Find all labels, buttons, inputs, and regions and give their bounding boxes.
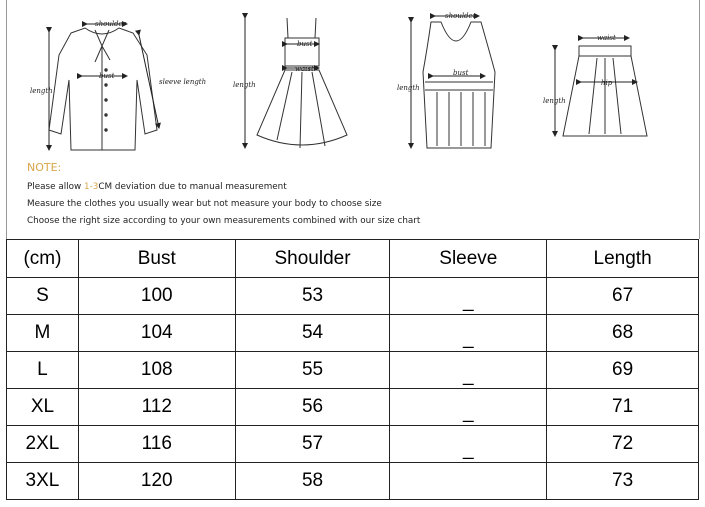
vest-bust-label: bust [453, 69, 469, 77]
dress-diagram [245, 18, 347, 148]
note-deviation-range: 1-3 [84, 182, 99, 192]
length-cell: 67 [547, 278, 699, 315]
length-cell: 69 [547, 352, 699, 389]
table-row [7, 389, 699, 426]
size-cell: S [7, 278, 79, 315]
bust-cell: 112 [78, 389, 235, 426]
length-cell: 68 [547, 315, 699, 352]
blouse-bust-label: bust [99, 72, 115, 80]
vest-diagram [411, 16, 495, 148]
note-line-deviation [27, 182, 287, 192]
size-cell: L [7, 352, 79, 389]
sleeve-value: _ [463, 291, 474, 312]
sleeve-value: _ [463, 328, 474, 349]
note-line-measure: Measure the clothes you usually wear but not measure your body to choose size [27, 199, 382, 209]
blouse-sleeve-length-label: sleeve length [159, 78, 207, 86]
table-header-row [7, 240, 699, 278]
skirt-diagram [555, 38, 647, 136]
length-cell: 72 [547, 426, 699, 463]
note-line-choose: Choose the right size according to your own measurements combined with our size chart [27, 216, 421, 226]
size-cell: 3XL [7, 463, 79, 500]
dress-bust-label: bust [297, 40, 313, 48]
shoulder-cell: 53 [235, 278, 390, 315]
vest-length-label: length [397, 84, 420, 92]
table-row [7, 426, 699, 463]
note-deviation-suffix: CM deviation due to manual measurement [98, 182, 287, 192]
header-shoulder: Shoulder [235, 240, 390, 278]
bust-cell: 116 [78, 426, 235, 463]
skirt-length-label: length [543, 97, 566, 105]
length-cell: 71 [547, 389, 699, 426]
sleeve-cell [390, 352, 547, 389]
shoulder-cell: 54 [235, 315, 390, 352]
skirt-hip-label: hip [601, 79, 613, 87]
header-length: Length [547, 240, 699, 278]
table-row [7, 352, 699, 389]
dress-waist-label: waist [295, 65, 314, 73]
size-cell: 2XL [7, 426, 79, 463]
vest-shoulder-label: shoulder [445, 12, 477, 20]
table-row [7, 463, 699, 500]
sleeve-cell [390, 278, 547, 315]
shoulder-cell: 55 [235, 352, 390, 389]
blouse-shoulder-label: shoulder [95, 20, 127, 28]
shoulder-cell: 58 [235, 463, 390, 500]
sleeve-value: _ [463, 365, 474, 386]
size-cell: XL [7, 389, 79, 426]
dress-length-label: length [233, 81, 256, 89]
blouse-length-label: length [30, 87, 53, 95]
note-title: NOTE: [27, 161, 62, 174]
bust-cell: 108 [78, 352, 235, 389]
size-chart-table [6, 239, 699, 500]
note-deviation-prefix: Please allow [27, 182, 84, 192]
blouse-diagram [49, 24, 159, 150]
sleeve-value: _ [463, 402, 474, 423]
header-sleeve: Sleeve [390, 240, 547, 278]
sleeve-cell [390, 315, 547, 352]
table-row [7, 315, 699, 352]
bust-cell: 120 [78, 463, 235, 500]
bust-cell: 104 [78, 315, 235, 352]
length-cell: 73 [547, 463, 699, 500]
skirt-waist-label: waist [597, 34, 616, 42]
sleeve-cell [390, 463, 547, 500]
header-unit: (cm) [7, 240, 79, 278]
measurement-guide [6, 0, 700, 239]
sleeve-cell [390, 389, 547, 426]
bust-cell: 100 [78, 278, 235, 315]
size-cell: M [7, 315, 79, 352]
header-bust: Bust [78, 240, 235, 278]
shoulder-cell: 57 [235, 426, 390, 463]
sleeve-value: _ [463, 439, 474, 460]
sleeve-cell [390, 426, 547, 463]
table-row [7, 278, 699, 315]
shoulder-cell: 56 [235, 389, 390, 426]
